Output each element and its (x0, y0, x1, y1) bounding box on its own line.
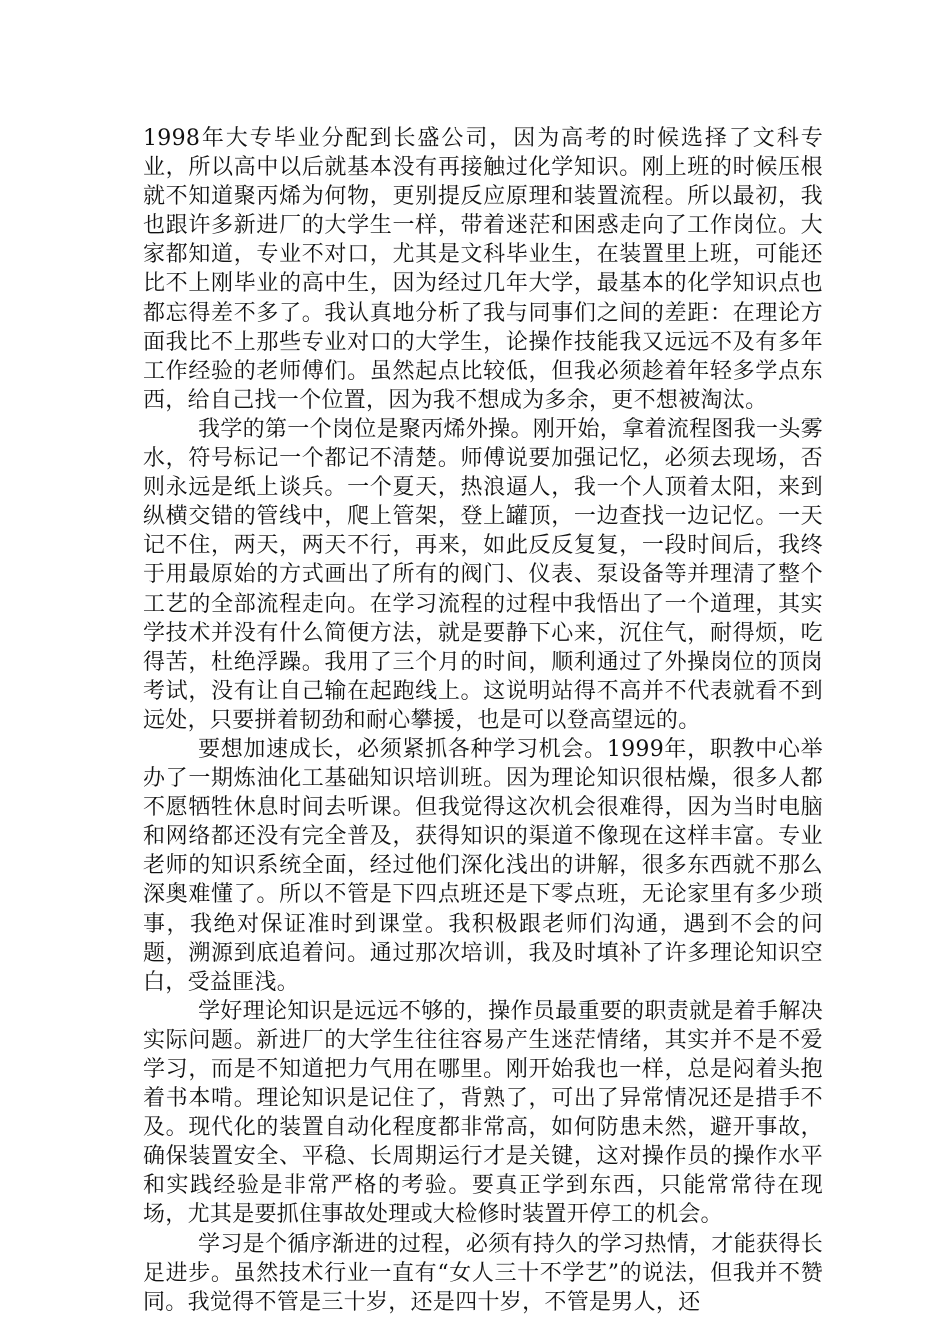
document-body (143, 124, 823, 1317)
paragraph-1: 1998年大专毕业分配到长盛公司，因为高考的时候选择了文科专业，所以高中以后就基本没有再接触过化学知识。刚上班的时候压根就不知道聚丙烯为何物，更别提反应原理和装置流程。所以最初，我也跟许多新进厂的大学生一样，带着迷茫和困惑走向了工作岗位。大家都知道，专业不对口，尤其是文科毕业生，在装置里上班，可能还比不上刚毕业的高中生，因为经过几年大学，最基本的化学知识点也都忘得差不多了。我认真地分析了我与同事们之间的差距：在理论方面我比不上那些专业对口的大学生，论操作技能我又远远不及有多年工作经验的老师傅们。虽然起点比较低，但我必须趁着年轻多学点东西，给自己找一个位置，因为我不想成为多余，更不想被淘汰。 (143, 126, 823, 413)
paragraph-4: 学好理论知识是远远不够的，操作员最重要的职责就是着手解决实际问题。新进厂的大学生往往容易产生迷茫情绪，其实并不是不爱学习，而是不知道把力气用在哪里。刚开始我也一样，总是闷着头抱着书本啃。理论知识是记住了，背熟了，可出了异常情况还是措手不及。现代化的装置自动化程度都非常高，如何防患未然，避开事故，确保装置安全、平稳、长周期运行才是关键，这对操作员的操作水平和实践经验是非常严格的考验。要真正学到东西，只能常常待在现场，尤其是要抓住事故处理或大检修时装置开停工的机会。 (143, 998, 823, 1228)
paragraph-2: 我学的第一个岗位是聚丙烯外操。刚开始，拿着流程图我一头雾水，符号标记一个都记不清楚。师傅说要加强记忆，必须去现场，否则永远是纸上谈兵。一个夏天，热浪逼人，我一个人顶着太阳，来到纵横交错的管线中，爬上管架，登上罐顶，一边查找一边记忆。一天记不住，两天，两天不行，再来，如此反反复复，一段时间后，我终于用最原始的方式画出了所有的阀门、仪表、泵设备等并理清了整个工艺的全部流程走向。在学习流程的过程中我悟出了一个道理，其实学技术并没有什么简便方法，就是要静下心来，沉住气，耐得烦，吃得苦，杜绝浮躁。我用了三个月的时间，顺利通过了外操岗位的顶岗考试，没有让自己输在起跑线上。这说明站得不高并不代表就看不到远处，只要拼着韧劲和耐心攀援，也是可以登高望远的。 (143, 416, 823, 733)
paragraph-5: 学习是个循序渐进的过程，必须有持久的学习热情，才能获得长足进步。虽然技术行业一直有“女人三十不学艺”的说法，但我并不赞同。我觉得不管是三十岁，还是四十岁，不管是男人，还 (143, 1231, 823, 1315)
paragraph-3: 要想加速成长，必须紧抓各种学习机会。1999年，职教中心举办了一期炼油化工基础知识培训班。因为理论知识很枯燥，很多人都不愿牺牲休息时间去听课。但我觉得这次机会很难得，因为当时电脑和网络都还没有完全普及，获得知识的渠道不像现在这样丰富。专业老师的知识系统全面，经过他们深化浅出的讲解，很多东西就不那么深奥难懂了。所以不管是下四点班还是下零点班，无论家里有多少琐事，我绝对保证准时到课堂。我积极跟老师们沟通，遇到不会的问题，溯源到底追着问。通过那次培训，我及时填补了许多理论知识空白，受益匪浅。 (143, 736, 823, 995)
